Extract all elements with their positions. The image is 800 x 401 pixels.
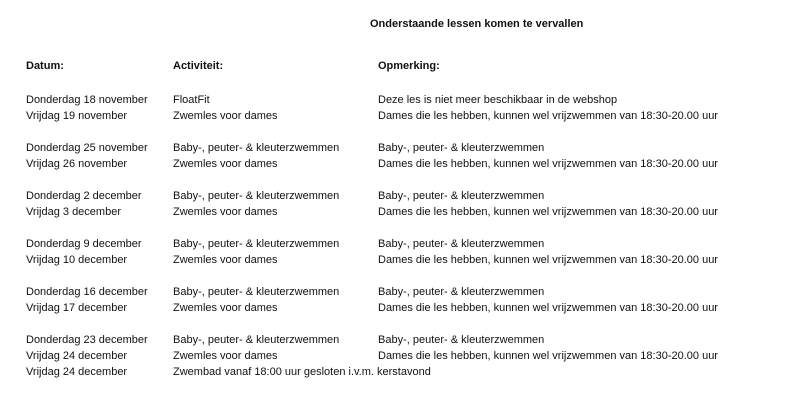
table-row [0,236,800,252]
table-row [0,284,800,300]
header-remark: Opmerking: [378,60,440,72]
row-remark: Dames die les hebben, kunnen wel vrijzwemmen van 18:30-20.00 uur [378,302,718,314]
table-row [0,332,800,348]
row-activity: Baby-, peuter- & kleuterzwemmen [173,142,340,154]
cropped-text-fragment [280,0,304,2]
date-group [0,332,800,380]
row-date: Donderdag 16 december [26,286,148,298]
table-row [0,364,800,380]
row-date: Vrijdag 24 december [26,366,128,378]
row-activity: Zwemles voor dames [173,302,278,314]
row-date: Vrijdag 19 november [26,110,128,122]
row-remark: Deze les is niet meer beschikbaar in de webshop [378,94,618,106]
date-group [0,284,800,332]
row-remark: Baby-, peuter- & kleuterzwemmen [378,286,545,298]
row-date: Vrijdag 10 december [26,254,128,266]
date-group [0,140,800,188]
table-row [0,252,800,268]
row-activity: Baby-, peuter- & kleuterzwemmen [173,190,340,202]
row-date: Donderdag 23 december [26,334,148,346]
table-row [0,204,800,220]
row-activity: Baby-, peuter- & kleuterzwemmen [173,286,340,298]
table-row [0,140,800,156]
row-remark: Dames die les hebben, kunnen wel vrijzwemmen van 18:30-20.00 uur [378,158,718,170]
row-activity: Zwemles voor dames [173,206,278,218]
table-row [0,348,800,364]
row-activity: Baby-, peuter- & kleuterzwemmen [173,334,340,346]
row-activity: Zwembad vanaf 18:00 uur gesloten i.v.m. kerstavond [173,366,431,378]
row-activity: Zwemles voor dames [173,110,278,122]
row-activity: Zwemles voor dames [173,158,278,170]
table-row [0,188,800,204]
row-date: Donderdag 18 november [26,94,148,106]
row-date: Donderdag 9 december [26,238,142,250]
date-group [0,92,800,140]
page-title: Onderstaande lessen komen te vervallen [370,18,584,30]
table-row [0,156,800,172]
row-remark: Dames die les hebben, kunnen wel vrijzwemmen van 18:30-20.00 uur [378,206,718,218]
row-activity: Baby-, peuter- & kleuterzwemmen [173,238,340,250]
row-activity: FloatFit [173,94,210,106]
row-date: Vrijdag 24 december [26,350,128,362]
header-activity: Activiteit: [173,60,224,72]
row-date: Vrijdag 3 december [26,206,121,218]
header-date: Datum: [26,60,64,72]
row-remark: Dames die les hebben, kunnen wel vrijzwemmen van 18:30-20.00 uur [378,110,718,122]
date-group [0,188,800,236]
row-remark: Dames die les hebben, kunnen wel vrijzwemmen van 18:30-20.00 uur [378,254,718,266]
row-date: Donderdag 25 november [26,142,148,154]
row-remark: Baby-, peuter- & kleuterzwemmen [378,142,545,154]
table-row [0,92,800,108]
row-remark: Baby-, peuter- & kleuterzwemmen [378,190,545,202]
date-group [0,236,800,284]
row-date: Vrijdag 26 november [26,158,128,170]
table-row [0,300,800,316]
row-remark: Baby-, peuter- & kleuterzwemmen [378,238,545,250]
row-date: Vrijdag 17 december [26,302,128,314]
table-row [0,108,800,124]
row-date: Donderdag 2 december [26,190,142,202]
row-activity: Zwemles voor dames [173,350,278,362]
row-remark: Baby-, peuter- & kleuterzwemmen [378,334,545,346]
row-remark: Dames die les hebben, kunnen wel vrijzwemmen van 18:30-20.00 uur [378,350,718,362]
row-activity: Zwemles voor dames [173,254,278,266]
cancellation-list [0,92,800,380]
